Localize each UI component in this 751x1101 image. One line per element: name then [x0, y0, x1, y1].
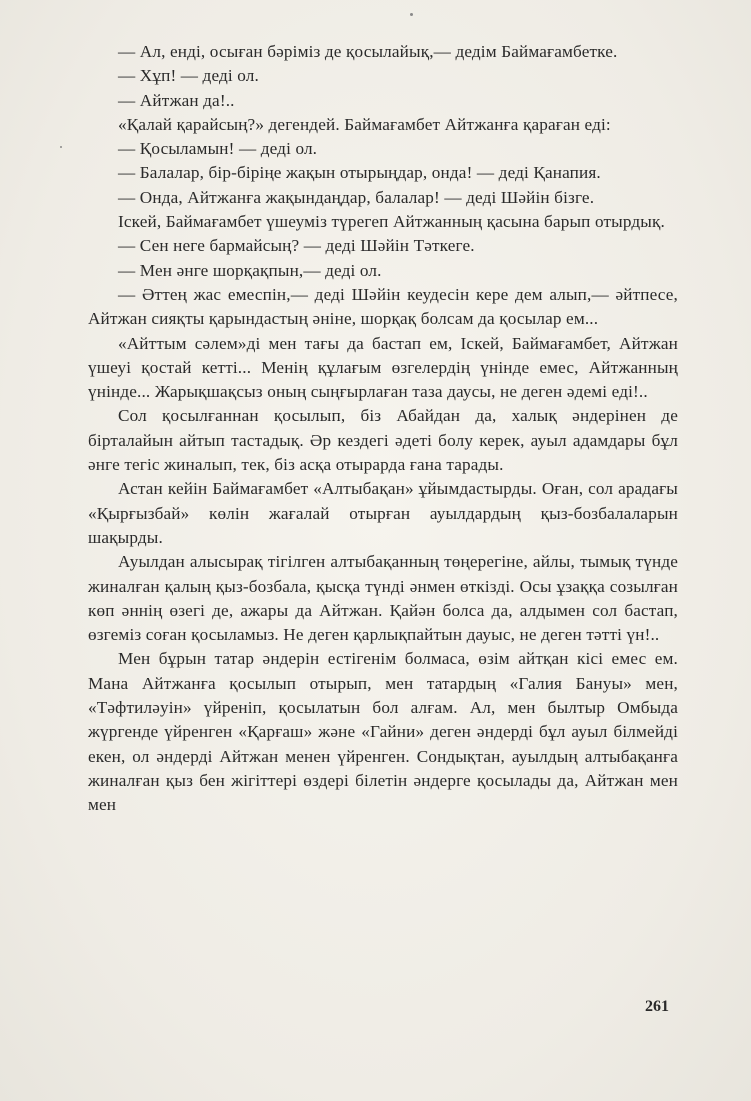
paragraph: — Сен неге бармайсың? — деді Шәйін Тәткеге.: [118, 236, 475, 256]
paragraph: — Онда, Айтжанға жақындаңдар, балалар! — деді Шәйін бізге.: [118, 187, 595, 207]
print-speck: [410, 13, 413, 16]
paragraph: «Айттым сәлем»ді мен тағы да бастап ем, Іскей, Баймағамбет, Айтжан үшеуі қостай кетті... Менің құлағым өзгелердің үнінде емес, Айтжанның үнінде... Жарықшақсыз оның сыңғырлаған таза даусы, не деген әдемі еді!..: [88, 333, 678, 402]
paragraph: Астан кейін Баймағамбет «Алтыбақан» ұйымдастырды. Оған, сол арадағы «Қырғызбай» көлін жағалай отырған ауылдардың қыз-бозбалаларын шақырды.: [88, 479, 678, 547]
paragraph: — Мен әнге шорқақпын,— деді ол.: [118, 260, 382, 280]
paragraph: — Айтжан да!..: [118, 90, 235, 110]
body-text: [88, 40, 678, 818]
paragraph: Сол қосылғаннан қосылып, біз Абайдан да, халық әндерінен де бірталайын айтып тастадық. Әр кездегі әдеті болу керек, ауыл адамдары бұл әнге тегіс жиналып, тек, біз асқа отырарда ғана тарады.: [88, 406, 678, 475]
paragraph: — Хұп! — деді ол.: [118, 66, 259, 86]
print-speck: [60, 146, 62, 148]
paragraph: — Ал, енді, осыған бәріміз де қосылайық,— дедім Баймағамбетке.: [118, 42, 618, 61]
paragraph: — Қосыламын! — деді ол.: [118, 139, 318, 159]
page-number: 261: [645, 998, 669, 1015]
paragraph: Ауылдан алысырақ тігілген алтыбақанның төңерегіне, айлы, тымық түнде жиналған қалың қыз-бозбала, қысқа түнді әнмен өткізді. Осы ұзаққа созылған көп әннің өзегі де, ажары да Айтжан. Қайән болса да, алдымен сол бастап, өзгеміз соған қосыламыз. Не деген қарлықпайтын дауыс, не деген тәтті үн!..: [88, 552, 678, 645]
paragraph: «Қалай қарайсың?» дегендей. Баймағамбет Айтжанға қараған еді:: [118, 114, 611, 134]
paragraph: — Әттең жас емеспін,— деді Шәйін кеудесін кере дем алып,— әйтпесе, Айтжан сияқты қарындастың әніне, шорқақ болсам да қосылар ем...: [88, 284, 678, 329]
paragraph: Іскей, Баймағамбет үшеуміз түрегеп Айтжанның қасына барып отырдық.: [118, 212, 665, 232]
paragraph: — Балалар, бір-біріңе жақын отырыңдар, онда! — деді Қанапия.: [118, 163, 601, 183]
paragraph: Мен бұрын татар әндерін естігенім болмаса, өзім айтқан кісі емес ем. Мана Айтжанға қосылып отырып, мен татардың «Галия Бануы» мен, «Тәфтиләуін» үйреніп, қосылатын бол алғам. Ал, мен былтыр Омбыда жүргенде үйренген «Қарғаш» және «Гайни» деген әндерді бұл ауыл білмейді екен, ол әндерді Айтжан менен үйренген. Сондықтан, ауылдың алтыбақанға жиналған қыз бен жігіттері өздері білетін әндерге қосылады да, Айтжан мен мен: [88, 649, 678, 815]
